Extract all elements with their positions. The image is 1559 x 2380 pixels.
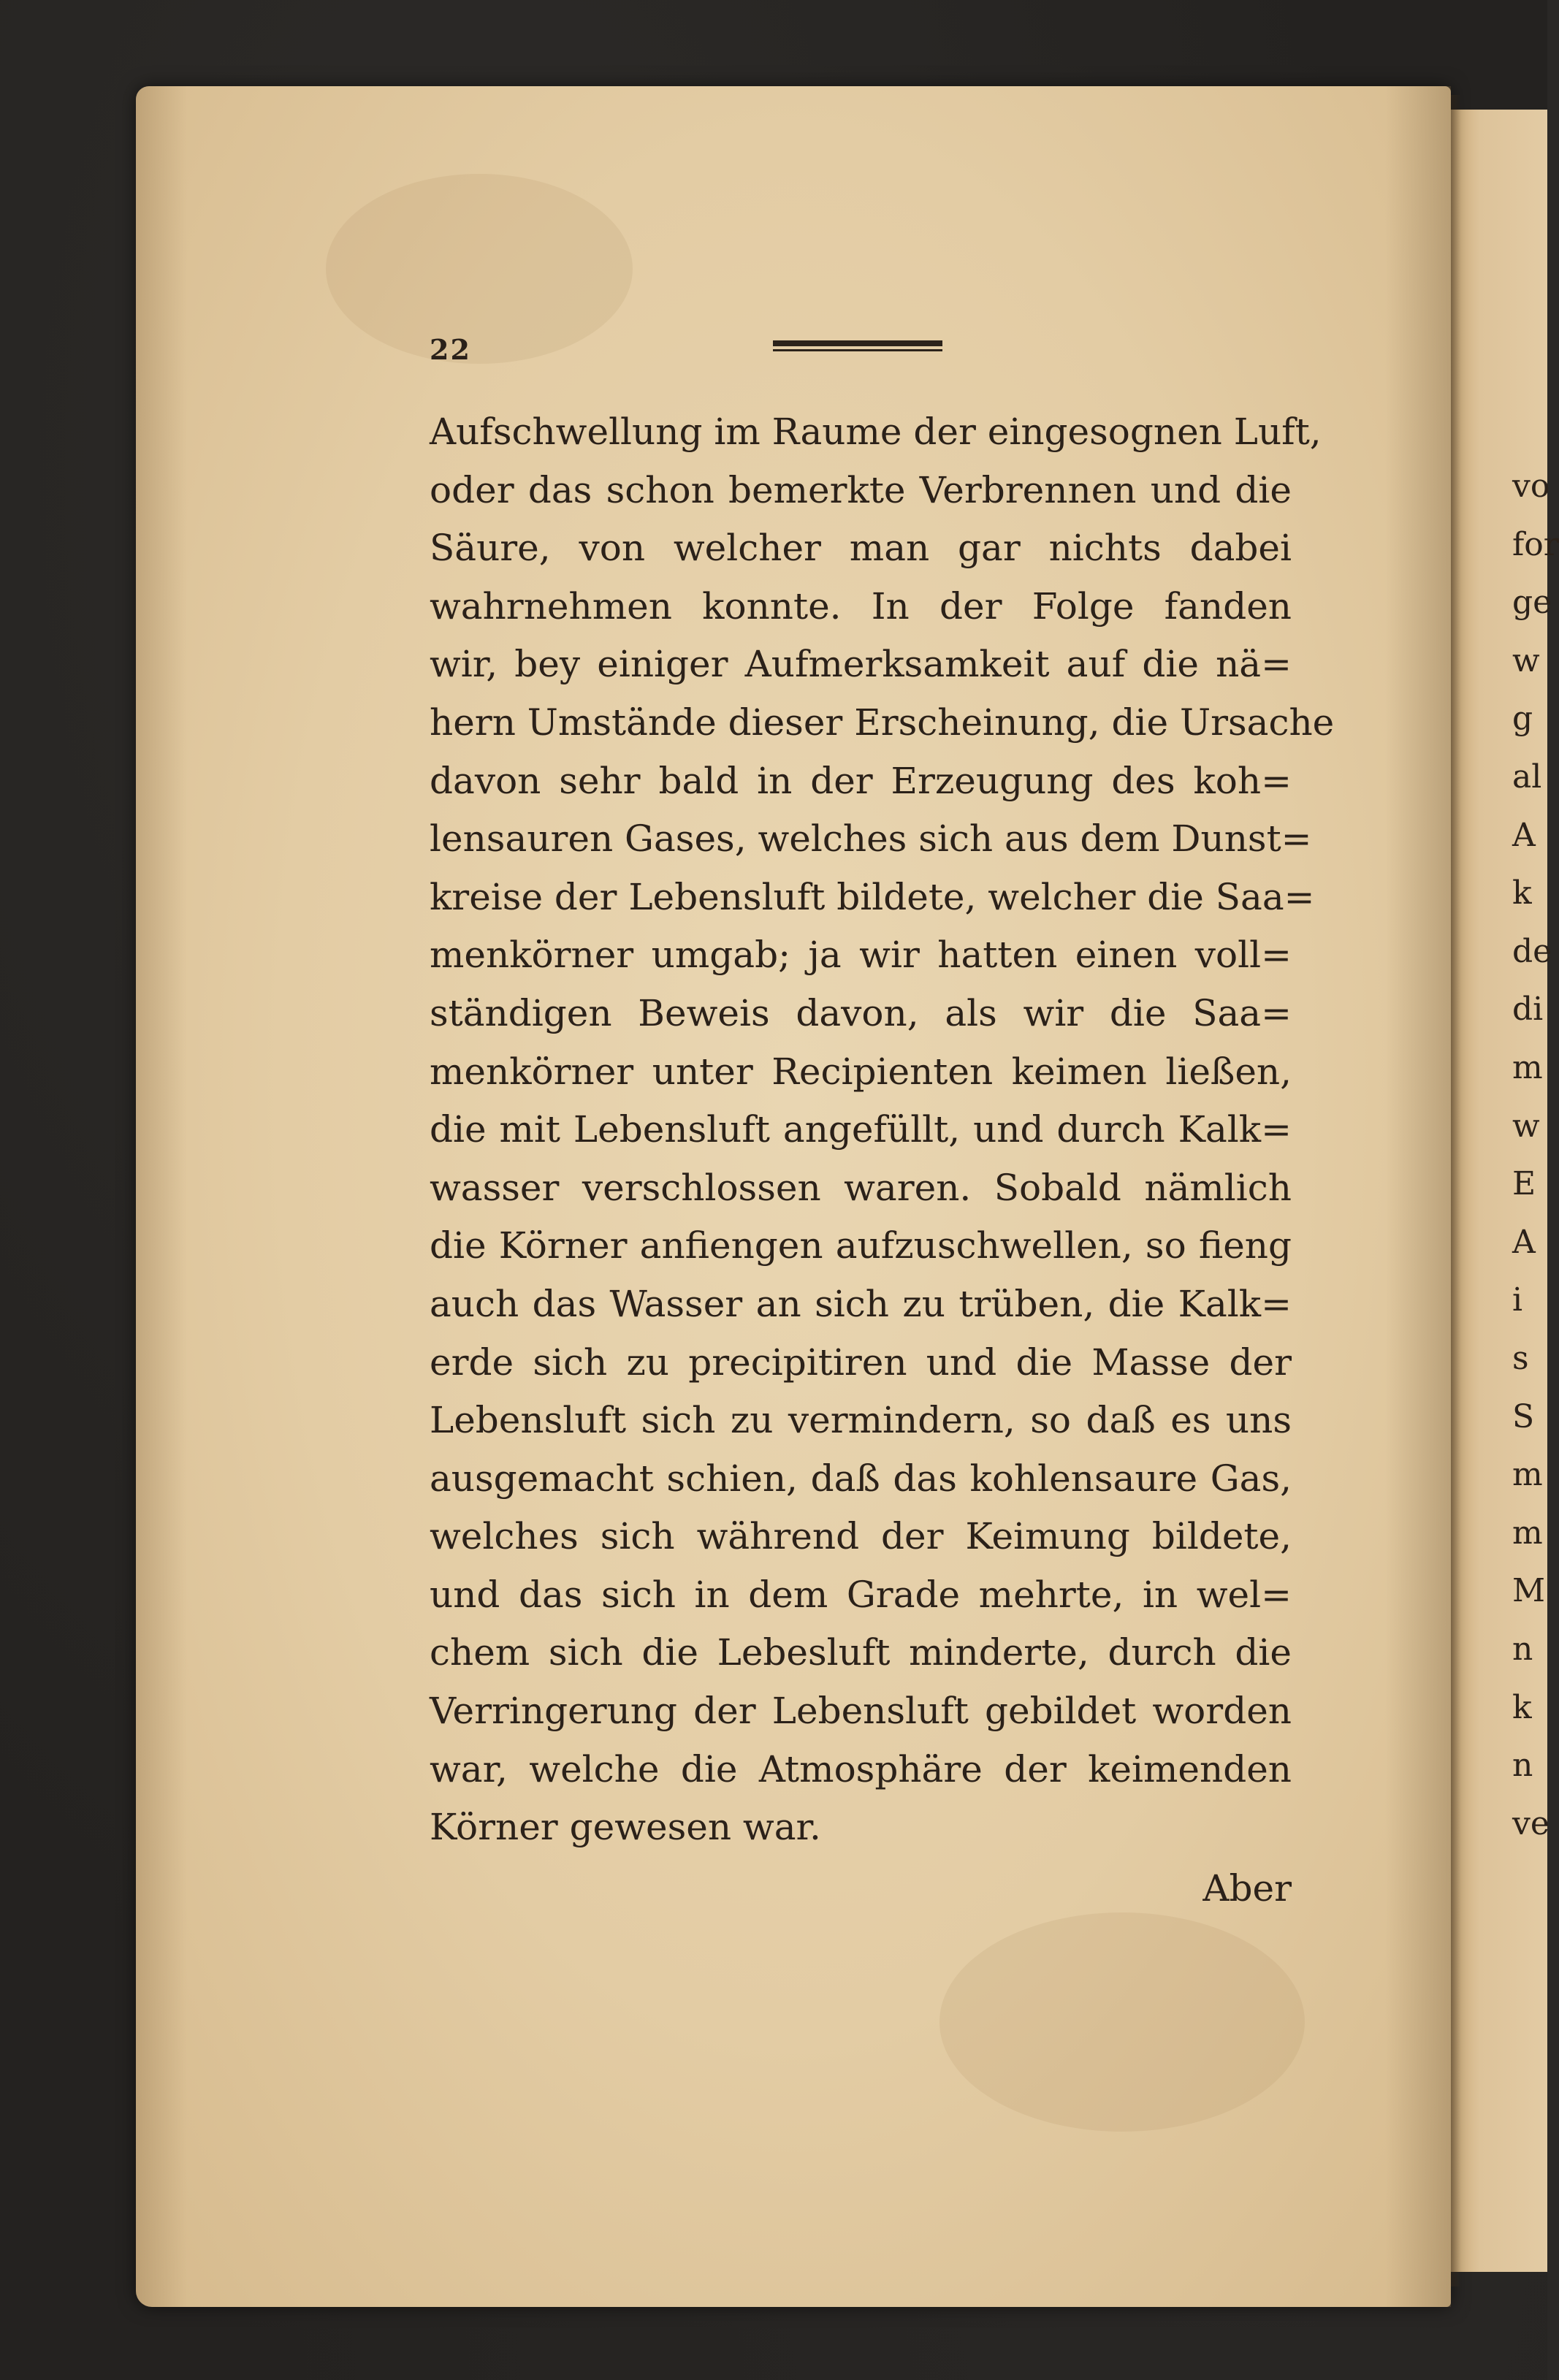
facing-page-fragment: s — [1512, 1340, 1529, 1377]
text-line: und das sich in dem Grade mehrte, in wel= — [430, 1573, 1292, 1616]
body-text — [430, 403, 1335, 1857]
facing-page-fragment: n — [1512, 1630, 1533, 1668]
facing-page-fragment: ve — [1512, 1804, 1550, 1842]
text-line: die mit Lebensluft angefüllt, und durch Kalk= — [430, 1108, 1292, 1151]
facing-page-fragment: de — [1512, 932, 1552, 970]
text-line: ständigen Beweis davon, als wir die Saa= — [430, 991, 1292, 1034]
facing-page-fragment: di — [1512, 991, 1544, 1029]
text-line: erde sich zu precipitiren und die Masse der — [430, 1340, 1292, 1384]
facing-page-fragment: A — [1512, 816, 1536, 854]
text-line: menkörner unter Recipienten keimen ließen, — [430, 1050, 1292, 1093]
text-line: Lebensluft sich zu vermindern, so daß es uns — [430, 1399, 1292, 1442]
text-line: lensauren Gases, welches sich aus dem Dunst= — [430, 817, 1312, 861]
text-line: die Körner anfiengen aufzuschwellen, so fieng — [430, 1224, 1292, 1267]
facing-page-fragment: ge — [1512, 584, 1552, 622]
rule-thin-line — [773, 349, 942, 351]
text-line: kreise der Lebensluft bildete, welcher die Saa= — [430, 875, 1315, 918]
facing-page-fragment: k — [1512, 1688, 1532, 1726]
facing-page-fragment: for — [1512, 525, 1559, 563]
text-line: Verringerung der Lebensluft gebildet worden — [430, 1690, 1292, 1733]
header-rule — [773, 340, 942, 352]
text-line: auch das Wasser an sich zu trüben, die Kalk= — [430, 1282, 1292, 1325]
facing-page-fragment: A — [1512, 1223, 1536, 1261]
text-line: menkörner umgab; ja wir hatten einen voll= — [430, 934, 1292, 977]
catchword: Aber — [1202, 1867, 1292, 1910]
text-line: oder das schon bemerkte Verbrennen und die — [430, 468, 1292, 511]
text-line: davon sehr bald in der Erzeugung des koh= — [430, 759, 1292, 802]
facing-page-fragment: w — [1512, 1107, 1540, 1145]
facing-page-fragment: m — [1512, 1049, 1543, 1086]
facing-page-fragment: k — [1512, 874, 1532, 912]
text-line: hern Umstände dieser Erscheinung, die Ursache — [430, 701, 1335, 744]
facing-page-fragment: n — [1512, 1747, 1533, 1785]
text-line: Säure, von welcher man gar nichts dabei — [430, 527, 1292, 570]
paper-stain — [939, 1912, 1305, 2132]
text-line: wahrnehmen konnte. In der Folge fanden — [430, 584, 1292, 628]
text-line: wir, bey einiger Aufmerksamkeit auf die nä= — [430, 643, 1292, 686]
page-number: 22 — [430, 333, 471, 366]
facing-page-fragment: m — [1512, 1456, 1543, 1494]
text-line: ausgemacht schien, daß das kohlensaure Gas, — [430, 1457, 1292, 1500]
text-line: war, welche die Atmosphäre der keimenden — [430, 1747, 1292, 1790]
text-line: welches sich während der Keimung bildete, — [430, 1515, 1292, 1558]
text-line: wasser verschlossen waren. Sobald nämlich — [430, 1166, 1292, 1209]
facing-page-fragment: i — [1512, 1281, 1523, 1319]
facing-page-fragment: S — [1512, 1397, 1535, 1435]
facing-page-fragment: m — [1512, 1514, 1543, 1552]
rule-thick-line — [773, 340, 942, 346]
facing-page-fragment: vo — [1512, 468, 1550, 505]
facing-page-fragment: g — [1512, 700, 1533, 738]
facing-page-fragment: E — [1512, 1165, 1536, 1203]
text-line: chem sich die Lebesluft minderte, durch die — [430, 1631, 1292, 1674]
facing-page-fragment: M — [1512, 1572, 1546, 1610]
paper-stain — [326, 174, 633, 364]
facing-page-fragment: w — [1512, 641, 1540, 679]
text-line: Aufschwellung im Raume der eingesognen Luft, — [430, 411, 1322, 453]
text-line: Körner gewesen war. — [430, 1806, 821, 1849]
facing-page-fragment: al — [1512, 758, 1542, 796]
